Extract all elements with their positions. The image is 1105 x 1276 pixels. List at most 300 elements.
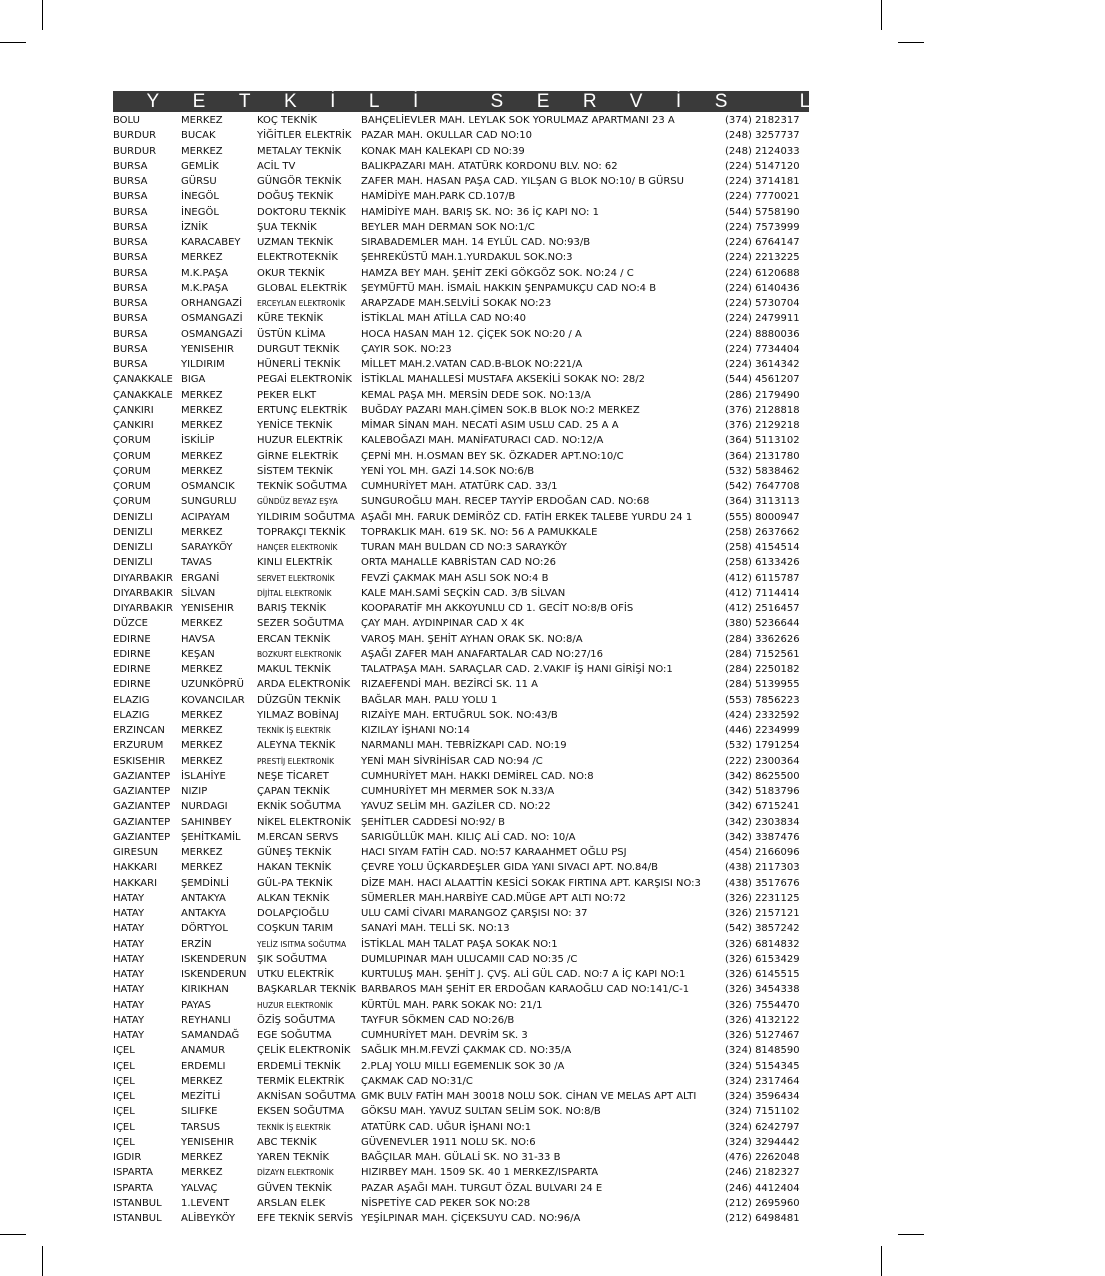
- district-cell: MERKEZ: [181, 404, 223, 416]
- firm-cell: BAŞKARLAR TEKNİK: [257, 984, 356, 996]
- firm-cell: ERCEYLAN ELEKTRONİK: [257, 299, 346, 308]
- phone-cell: (212) 6498481: [725, 1213, 800, 1224]
- table-row: [113, 266, 809, 281]
- address-cell: İSTİKLAL MAH TALAT PAŞA SOKAK NO:1: [361, 938, 558, 950]
- table-row: [113, 449, 809, 464]
- table-row: [113, 296, 809, 311]
- district-cell: ŞEMDİNLİ: [181, 877, 229, 889]
- firm-cell: EKSEN SOĞUTMA: [257, 1106, 345, 1118]
- firm-cell: KÜRE TEKNİK: [257, 313, 324, 325]
- phone-cell: (324) 7151102: [725, 1106, 800, 1118]
- firm-cell: GİRNE ELEKTRİK: [257, 450, 339, 462]
- district-cell: 1.LEVENT: [181, 1197, 230, 1209]
- city-cell: DENIZLI: [113, 557, 153, 569]
- firm-cell: YİĞİTLER ELEKTRİK: [257, 130, 352, 142]
- district-cell: KOVANCILAR: [181, 694, 245, 706]
- table-row: [113, 571, 809, 586]
- district-cell: ERGANİ: [181, 572, 220, 584]
- address-cell: TOPRAKLIK MAH. 619 SK. NO: 56 A PAMUKKALE: [361, 526, 598, 538]
- city-cell: HATAY: [113, 1014, 145, 1026]
- address-cell: KURTULUŞ MAH. ŞEHİT J. ÇVŞ. ALİ GÜL CAD. NO:7 A İÇ KAPI NO:1: [361, 969, 686, 980]
- phone-cell: (476) 2262048: [725, 1152, 800, 1163]
- address-cell: CUMHURİYET MAH. ATATÜRK CAD. 33/1: [361, 481, 558, 492]
- phone-cell: (532) 1791254: [725, 740, 800, 752]
- phone-cell: (224) 3614342: [725, 359, 800, 370]
- table-row: [113, 708, 809, 723]
- table-row: [113, 403, 809, 418]
- table-row: [113, 1074, 809, 1089]
- city-cell: HATAY: [113, 908, 145, 919]
- table-row: [113, 357, 809, 372]
- city-cell: ISPARTA: [113, 1167, 153, 1179]
- district-cell: YENISEHIR: [181, 603, 234, 614]
- table-row: [113, 159, 809, 174]
- district-cell: SAHINBEY: [181, 816, 232, 828]
- district-cell: OSMANCIK: [181, 481, 235, 492]
- address-cell: ZAFER MAH. HASAN PAŞA CAD. YILŞAN G BLOK NO:10/ B GÜRSU: [361, 176, 684, 187]
- firm-cell: HAKAN TEKNİK: [257, 862, 332, 874]
- district-cell: SUNGURLU: [181, 496, 237, 508]
- phone-cell: (424) 2332592: [725, 709, 800, 721]
- city-cell: HATAY: [113, 1030, 145, 1041]
- city-cell: ÇANKIRI: [113, 404, 154, 416]
- table-row: [113, 662, 809, 677]
- table-row: [113, 494, 809, 509]
- firm-cell: YAREN TEKNİK: [257, 1152, 330, 1163]
- phone-cell: (224) 7770021: [725, 191, 800, 203]
- address-cell: ORTA MAHALLE KABRİSTAN CAD NO:26: [361, 557, 557, 569]
- address-cell: KONAK MAH KALEKAPI CD NO:39: [361, 145, 525, 157]
- address-cell: RIZAEFENDİ MAH. BEZİRCİ SK. 11 A: [361, 679, 539, 691]
- address-cell: BAĞÇILAR MAH. GÜLALİ SK. NO 31-33 B: [361, 1152, 561, 1163]
- city-cell: IÇEL: [113, 1121, 135, 1133]
- phone-cell: (284) 5139955: [725, 679, 800, 691]
- phone-cell: (224) 2213225: [725, 252, 800, 264]
- district-cell: MERKEZ: [181, 465, 223, 477]
- city-cell: BURSA: [113, 176, 148, 187]
- table-row: [113, 113, 809, 128]
- district-cell: ISKENDERUN: [181, 969, 247, 980]
- district-cell: SİLVAN: [181, 587, 216, 599]
- table-row: [113, 388, 809, 403]
- firm-cell: TOPRAKÇI TEKNİK: [257, 526, 346, 538]
- phone-cell: (224) 3714181: [725, 176, 800, 187]
- city-cell: BURSA: [113, 221, 148, 233]
- city-cell: ÇANAKKALE: [113, 389, 173, 401]
- crop-mark: [881, 1246, 882, 1276]
- phone-cell: (286) 2179490: [725, 389, 800, 401]
- district-cell: MERKEZ: [181, 862, 223, 874]
- address-cell: NİSPETİYE CAD PEKER SOK NO:28: [361, 1197, 531, 1209]
- address-cell: HIZIRBEY MAH. 1509 SK. 40 1 MERKEZ/ISPARTA: [361, 1167, 599, 1179]
- district-cell: SAMANDAĞ: [181, 1030, 240, 1041]
- address-cell: CUMHURİYET MAH. DEVRİM SK. 3: [361, 1030, 528, 1041]
- address-cell: HACI SIYAM FATİH CAD. NO:57 KARAAHMET OĞLU PSJ: [361, 847, 627, 858]
- firm-cell: DOKTORU TEKNİK: [257, 206, 346, 218]
- firm-cell: UZMAN TEKNİK: [257, 237, 334, 248]
- district-cell: MERKEZ: [181, 664, 223, 675]
- phone-cell: (324) 5154345: [725, 1060, 800, 1072]
- district-cell: HAVSA: [181, 633, 215, 645]
- address-cell: YENİ MAH SİVRİHİSAR CAD NO:94 /C: [361, 755, 543, 767]
- firm-cell: TEKNİK İŞ ELEKTRİK: [257, 1122, 331, 1132]
- address-cell: HOCA HASAN MAH 12. ÇİÇEK SOK NO:20 / A: [361, 328, 582, 340]
- phone-cell: (342) 6715241: [725, 801, 800, 813]
- city-cell: BURDUR: [113, 130, 157, 142]
- district-cell: MERKEZ: [181, 618, 223, 630]
- district-cell: MERKEZ: [181, 847, 223, 858]
- phone-cell: (542) 7647708: [725, 481, 800, 492]
- district-cell: MERKEZ: [181, 709, 223, 721]
- address-cell: BARBAROS MAH ŞEHİT ER ERDOĞAN KARAOĞLU CAD NO:141/C-1: [361, 984, 690, 996]
- city-cell: IÇEL: [113, 1106, 135, 1118]
- firm-cell: BARIŞ TEKNİK: [257, 603, 327, 614]
- table-row: [113, 327, 809, 342]
- city-cell: ÇORUM: [113, 496, 151, 508]
- firm-cell: SEZER SOĞUTMA: [257, 618, 344, 630]
- table-row: [113, 1089, 809, 1104]
- city-cell: IÇEL: [113, 1136, 135, 1148]
- phone-cell: (342) 8625500: [725, 770, 800, 782]
- phone-cell: (380) 5236644: [725, 618, 800, 630]
- table-row: [113, 1059, 809, 1074]
- district-cell: SILIFKE: [181, 1106, 218, 1118]
- city-cell: BURSA: [113, 206, 148, 218]
- crop-mark: [0, 1234, 26, 1235]
- city-cell: IÇEL: [113, 1091, 135, 1102]
- firm-cell: DOĞUŞ TEKNİK: [257, 191, 334, 203]
- district-cell: MERKEZ: [181, 1075, 223, 1087]
- address-cell: KALE MAH.SAMİ SEÇKİN CAD. 3/B SİLVAN: [361, 587, 566, 599]
- address-cell: HAMZA BEY MAH. ŞEHİT ZEKİ GÖKGÖZ SOK. NO:24 / C: [361, 267, 634, 279]
- phone-cell: (224) 8880036: [725, 328, 800, 340]
- city-cell: HAKKARI: [113, 877, 158, 889]
- table-row: [113, 815, 809, 830]
- firm-cell: BOZKURT ELEKTRONİK: [257, 649, 342, 659]
- phone-cell: (258) 4154514: [725, 542, 800, 553]
- city-cell: DÜZCE: [113, 618, 148, 630]
- city-cell: HATAY: [113, 953, 145, 965]
- city-cell: HATAY: [113, 984, 145, 996]
- firm-cell: NEŞE TİCARET: [257, 770, 329, 782]
- phone-cell: (326) 6145515: [725, 969, 800, 980]
- table-row: [113, 1043, 809, 1058]
- district-cell: İSKİLİP: [181, 435, 215, 447]
- district-cell: İZNİK: [181, 221, 208, 233]
- firm-cell: METALAY TEKNİK: [257, 145, 342, 157]
- district-cell: MERKEZ: [181, 1152, 223, 1163]
- address-cell: GÖKSU MAH. YAVUZ SULTAN SELİM SOK. NO:8/B: [361, 1106, 601, 1118]
- firm-cell: YILDIRIM SOĞUTMA: [257, 511, 355, 523]
- city-cell: DENIZLI: [113, 542, 153, 553]
- phone-cell: (284) 3362626: [725, 633, 800, 645]
- address-cell: ARAPZADE MAH.SELVİLİ SOKAK NO:23: [361, 298, 552, 309]
- district-cell: ANTAKYA: [181, 892, 226, 904]
- table-row: [113, 342, 809, 357]
- address-cell: CUMHURİYET MH MERMER SOK N.33/A: [361, 786, 555, 797]
- phone-cell: (364) 2131780: [725, 450, 800, 462]
- table-row: [113, 235, 809, 250]
- address-cell: GÜVENEVLER 1911 NOLU SK. NO:6: [361, 1136, 536, 1148]
- phone-cell: (324) 2317464: [725, 1075, 800, 1087]
- table-row: [113, 1196, 809, 1211]
- address-cell: SUNGUROĞLU MAH. RECEP TAYYİP ERDOĞAN CAD. NO:68: [361, 496, 650, 508]
- table-row: [113, 647, 809, 662]
- city-cell: BOLU: [113, 115, 140, 126]
- phone-cell: (326) 2231125: [725, 892, 800, 904]
- district-cell: YENISEHIR: [181, 343, 234, 355]
- firm-cell: ABC TEKNİK: [257, 1136, 317, 1148]
- address-cell: AŞAĞI MH. FARUK DEMİRÖZ CD. FATİH ERKEK TALEBE YURDU 24 1: [361, 511, 693, 523]
- district-cell: MERKEZ: [181, 145, 223, 157]
- city-cell: HAKKARI: [113, 862, 158, 874]
- address-cell: NARMANLI MAH. TEBRİZKAPI CAD. NO:19: [361, 740, 567, 752]
- address-cell: TAYFUR SÖKMEN CAD NO:26/B: [361, 1014, 515, 1026]
- firm-cell: DİZAYN ELEKTRONİK: [257, 1168, 334, 1178]
- address-cell: VAROŞ MAH. ŞEHİT AYHAN ORAK SK. NO:8/A: [361, 633, 583, 645]
- address-cell: HAMİDİYE MAH. BARIŞ SK. NO: 36 İÇ KAPI NO: 1: [361, 206, 599, 218]
- table-row: [113, 1135, 809, 1150]
- address-cell: PAZAR AŞAĞI MAH. TURGUT ÖZAL BULVARI 24 E: [361, 1182, 603, 1194]
- city-cell: DIYARBAKIR: [113, 572, 173, 584]
- table-row: [113, 1028, 809, 1043]
- firm-cell: ÜSTÜN KLİMA: [257, 328, 326, 340]
- phone-cell: (246) 4412404: [725, 1182, 800, 1194]
- district-cell: MERKEZ: [181, 755, 223, 767]
- table-row: [113, 738, 809, 753]
- district-cell: NURDAGI: [181, 801, 228, 813]
- city-cell: BURSA: [113, 282, 148, 294]
- district-cell: BUCAK: [181, 130, 216, 142]
- phone-cell: (542) 3857242: [725, 923, 800, 935]
- city-cell: GAZIANTEP: [113, 831, 171, 843]
- table-row: [113, 601, 809, 616]
- table-row: [113, 982, 809, 997]
- district-cell: MERKEZ: [181, 389, 223, 401]
- city-cell: HATAY: [113, 969, 145, 980]
- phone-cell: (224) 6140436: [725, 282, 800, 294]
- firm-cell: ELEKTROTEKNİK: [257, 252, 338, 264]
- city-cell: ÇORUM: [113, 435, 151, 447]
- city-cell: EDIRNE: [113, 679, 151, 691]
- city-cell: ISTANBUL: [113, 1213, 162, 1224]
- firm-cell: NİKEL ELEKTRONİK: [257, 816, 351, 828]
- table-row: [113, 830, 809, 845]
- city-cell: EDIRNE: [113, 633, 151, 645]
- district-cell: ŞEHİTKAMİL: [181, 831, 241, 843]
- address-cell: BAĞLAR MAH. PALU YOLU 1: [361, 694, 498, 706]
- firm-cell: DOLAPÇIOĞLU: [257, 908, 330, 919]
- city-cell: DENIZLI: [113, 511, 153, 523]
- phone-cell: (284) 2250182: [725, 664, 800, 675]
- district-cell: SARAYKÖY: [181, 542, 233, 553]
- address-cell: MİLLET MAH.2.VATAN CAD.B-BLOK NO:221/A: [361, 359, 583, 370]
- city-cell: ÇORUM: [113, 450, 151, 462]
- city-cell: EDIRNE: [113, 648, 151, 660]
- table-row: [113, 1013, 809, 1028]
- firm-cell: GÜVEN TEKNİK: [257, 1182, 332, 1194]
- city-cell: ERZINCAN: [113, 725, 165, 736]
- crop-mark: [898, 42, 924, 43]
- firm-cell: HUZUR ELEKTRONİK: [257, 1000, 333, 1010]
- district-cell: KIRIKHAN: [181, 984, 229, 996]
- city-cell: ÇANAKKALE: [113, 374, 173, 386]
- address-cell: KÜRTÜL MAH. PARK SOKAK NO: 21/1: [361, 999, 543, 1011]
- city-cell: IGDIR: [113, 1152, 142, 1163]
- table-row: [113, 250, 809, 265]
- table-row: [113, 479, 809, 494]
- firm-cell: ARSLAN ELEK: [257, 1197, 326, 1209]
- address-cell: RIZAİYE MAH. ERTUĞRUL SOK. NO:43/B: [361, 709, 558, 721]
- table-row: [113, 891, 809, 906]
- district-cell: ANAMUR: [181, 1045, 226, 1057]
- firm-cell: HUZUR ELEKTRİK: [257, 435, 343, 447]
- address-cell: BAHÇELİEVLER MAH. LEYLAK SOK YORULMAZ APARTMANI 23 A: [361, 115, 675, 126]
- table-row: [113, 281, 809, 296]
- firm-cell: ŞUA TEKNİK: [257, 221, 317, 233]
- firm-cell: DÜZGÜN TEKNİK: [257, 694, 341, 706]
- address-cell: BALIKPAZARI MAH. ATATÜRK KORDONU BLV. NO: 62: [361, 160, 618, 172]
- table-row: [113, 784, 809, 799]
- table-row: [113, 799, 809, 814]
- firm-cell: TEKNİK SOĞUTMA: [257, 481, 348, 492]
- district-cell: MERKEZ: [181, 740, 223, 752]
- address-cell: ÇAYIR SOK. NO:23: [361, 343, 452, 355]
- city-cell: GAZIANTEP: [113, 770, 171, 782]
- firm-cell: TEKNİK İŞ ELEKTRİK: [257, 726, 331, 735]
- address-cell: KALEBOĞAZI MAH. MANİFATURACI CAD. NO:12/A: [361, 435, 604, 447]
- title-bar: [113, 91, 1105, 112]
- firm-cell: ERTUNÇ ELEKTRİK: [257, 404, 348, 416]
- table-row: [113, 464, 809, 479]
- phone-cell: (544) 4561207: [725, 374, 800, 386]
- firm-cell: MAKUL TEKNİK: [257, 664, 331, 675]
- table-row: [113, 937, 809, 952]
- phone-cell: (532) 5838462: [725, 465, 800, 477]
- district-cell: DÖRTYOL: [181, 923, 228, 935]
- address-cell: TALATPAŞA MAH. SARAÇLAR CAD. 2.VAKIF İŞ HANI GİRİŞİ NO:1: [361, 664, 673, 675]
- table-row: [113, 632, 809, 647]
- district-cell: ORHANGAZİ: [181, 298, 243, 309]
- city-cell: GAZIANTEP: [113, 786, 171, 797]
- city-cell: BURSA: [113, 359, 148, 370]
- table-row: [113, 1211, 809, 1226]
- firm-cell: COŞKUN TARIM: [257, 923, 334, 935]
- phone-cell: (248) 3257737: [725, 130, 800, 142]
- phone-cell: (326) 2157121: [725, 908, 800, 919]
- phone-cell: (224) 7573999: [725, 221, 800, 233]
- table-row: [113, 677, 809, 692]
- firm-cell: ÇELİK ELEKTRONİK: [257, 1045, 351, 1057]
- table-row: [113, 1104, 809, 1119]
- city-cell: ESKISEHIR: [113, 755, 166, 767]
- address-cell: DİZE MAH. HACI ALAATTİN KESİCİ SOKAK FIRTINA APT. KARŞISI NO:3: [361, 877, 701, 889]
- phone-cell: (364) 5113102: [725, 435, 800, 447]
- firm-cell: ÖZİŞ SOĞUTMA: [257, 1014, 336, 1026]
- address-cell: ÇAKMAK CAD NO:31/C: [361, 1075, 473, 1087]
- phone-cell: (212) 2695960: [725, 1197, 800, 1209]
- firm-cell: ERCAN TEKNİK: [257, 633, 331, 645]
- city-cell: ISTANBUL: [113, 1197, 162, 1209]
- district-cell: YILDIRIM: [181, 359, 225, 370]
- phone-cell: (224) 6764147: [725, 237, 800, 248]
- phone-cell: (224) 7734404: [725, 343, 800, 355]
- phone-cell: (246) 2182327: [725, 1167, 800, 1179]
- table-row: [113, 860, 809, 875]
- address-cell: BEYLER MAH DERMAN SOK NO:1/C: [361, 221, 535, 233]
- phone-cell: (224) 5147120: [725, 160, 800, 172]
- city-cell: DIYARBAKIR: [113, 587, 173, 599]
- city-cell: ERZURUM: [113, 740, 164, 752]
- district-cell: MEZİTLİ: [181, 1091, 221, 1102]
- phone-cell: (544) 5758190: [725, 206, 800, 218]
- firm-cell: PEKER ELKT: [257, 389, 317, 401]
- firm-cell: M.ERCAN SERVS: [257, 831, 339, 843]
- address-cell: KIZILAY İŞHANI NO:14: [361, 725, 470, 736]
- district-cell: ISKENDERUN: [181, 953, 247, 965]
- district-cell: ANTAKYA: [181, 908, 226, 919]
- firm-cell: GLOBAL ELEKTRİK: [257, 282, 347, 294]
- firm-cell: HÜNERLİ TEKNİK: [257, 359, 341, 370]
- city-cell: ÇORUM: [113, 465, 151, 477]
- district-cell: OSMANGAZİ: [181, 328, 243, 340]
- district-cell: TARSUS: [181, 1121, 221, 1133]
- phone-cell: (326) 5127467: [725, 1030, 800, 1041]
- address-cell: AŞAĞI ZAFER MAH ANAFARTALAR CAD NO:27/16: [361, 648, 604, 660]
- table-row: [113, 174, 809, 189]
- firm-cell: EGE SOĞUTMA: [257, 1030, 332, 1041]
- city-cell: DIYARBAKIR: [113, 603, 173, 614]
- city-cell: EDIRNE: [113, 664, 151, 675]
- district-cell: MERKEZ: [181, 420, 223, 431]
- phone-cell: (446) 2234999: [725, 725, 800, 736]
- table-row: [113, 525, 809, 540]
- district-cell: ACIPAYAM: [181, 511, 230, 523]
- address-cell: ŞEHİTLER CADDESİ NO:92/ B: [361, 816, 505, 828]
- firm-cell: GÜNDÜZ BEYAZ EŞYA: [257, 497, 338, 507]
- city-cell: ÇANKIRI: [113, 420, 154, 431]
- crop-mark: [898, 1234, 924, 1235]
- district-cell: OSMANGAZİ: [181, 313, 243, 325]
- table-row: [113, 769, 809, 784]
- city-cell: DENIZLI: [113, 526, 153, 538]
- phone-cell: (376) 2128818: [725, 404, 800, 416]
- table-row: [113, 754, 809, 769]
- city-cell: BURSA: [113, 267, 148, 279]
- phone-cell: (326) 6814832: [725, 938, 800, 950]
- phone-cell: (342) 5183796: [725, 786, 800, 797]
- firm-cell: TERMİK ELEKTRİK: [257, 1075, 345, 1087]
- address-cell: YENİ YOL MH. GAZİ 14.SOK NO:6/B: [361, 465, 535, 477]
- address-cell: SANAYİ MAH. TELLİ SK. NO:13: [361, 923, 510, 935]
- city-cell: GIRESUN: [113, 847, 159, 858]
- table-row: [113, 906, 809, 921]
- crop-mark: [0, 42, 26, 43]
- city-cell: BURSA: [113, 160, 148, 172]
- phone-cell: (326) 4132122: [725, 1014, 800, 1026]
- city-cell: IÇEL: [113, 1060, 135, 1072]
- address-cell: YEŞİLPINAR MAH. ÇİÇEKSUYU CAD. NO:96/A: [361, 1213, 581, 1224]
- address-cell: ULU CAMİ CİVARI MARANGOZ ÇARŞISI NO: 37: [361, 908, 588, 919]
- table-row: [113, 540, 809, 555]
- district-cell: KARACABEY: [181, 237, 241, 248]
- district-cell: PAYAS: [181, 999, 211, 1011]
- address-cell: ATATÜRK CAD. UĞUR İŞHANI NO:1: [361, 1121, 532, 1133]
- firm-cell: SERVET ELEKTRONİK: [257, 573, 335, 583]
- address-cell: ŞEYMÜFTÜ MAH. İSMAİL HAKKIN ŞENPAMUKÇU CAD NO:4 B: [361, 282, 657, 294]
- table-row: [113, 128, 809, 143]
- table-row: [113, 1165, 809, 1180]
